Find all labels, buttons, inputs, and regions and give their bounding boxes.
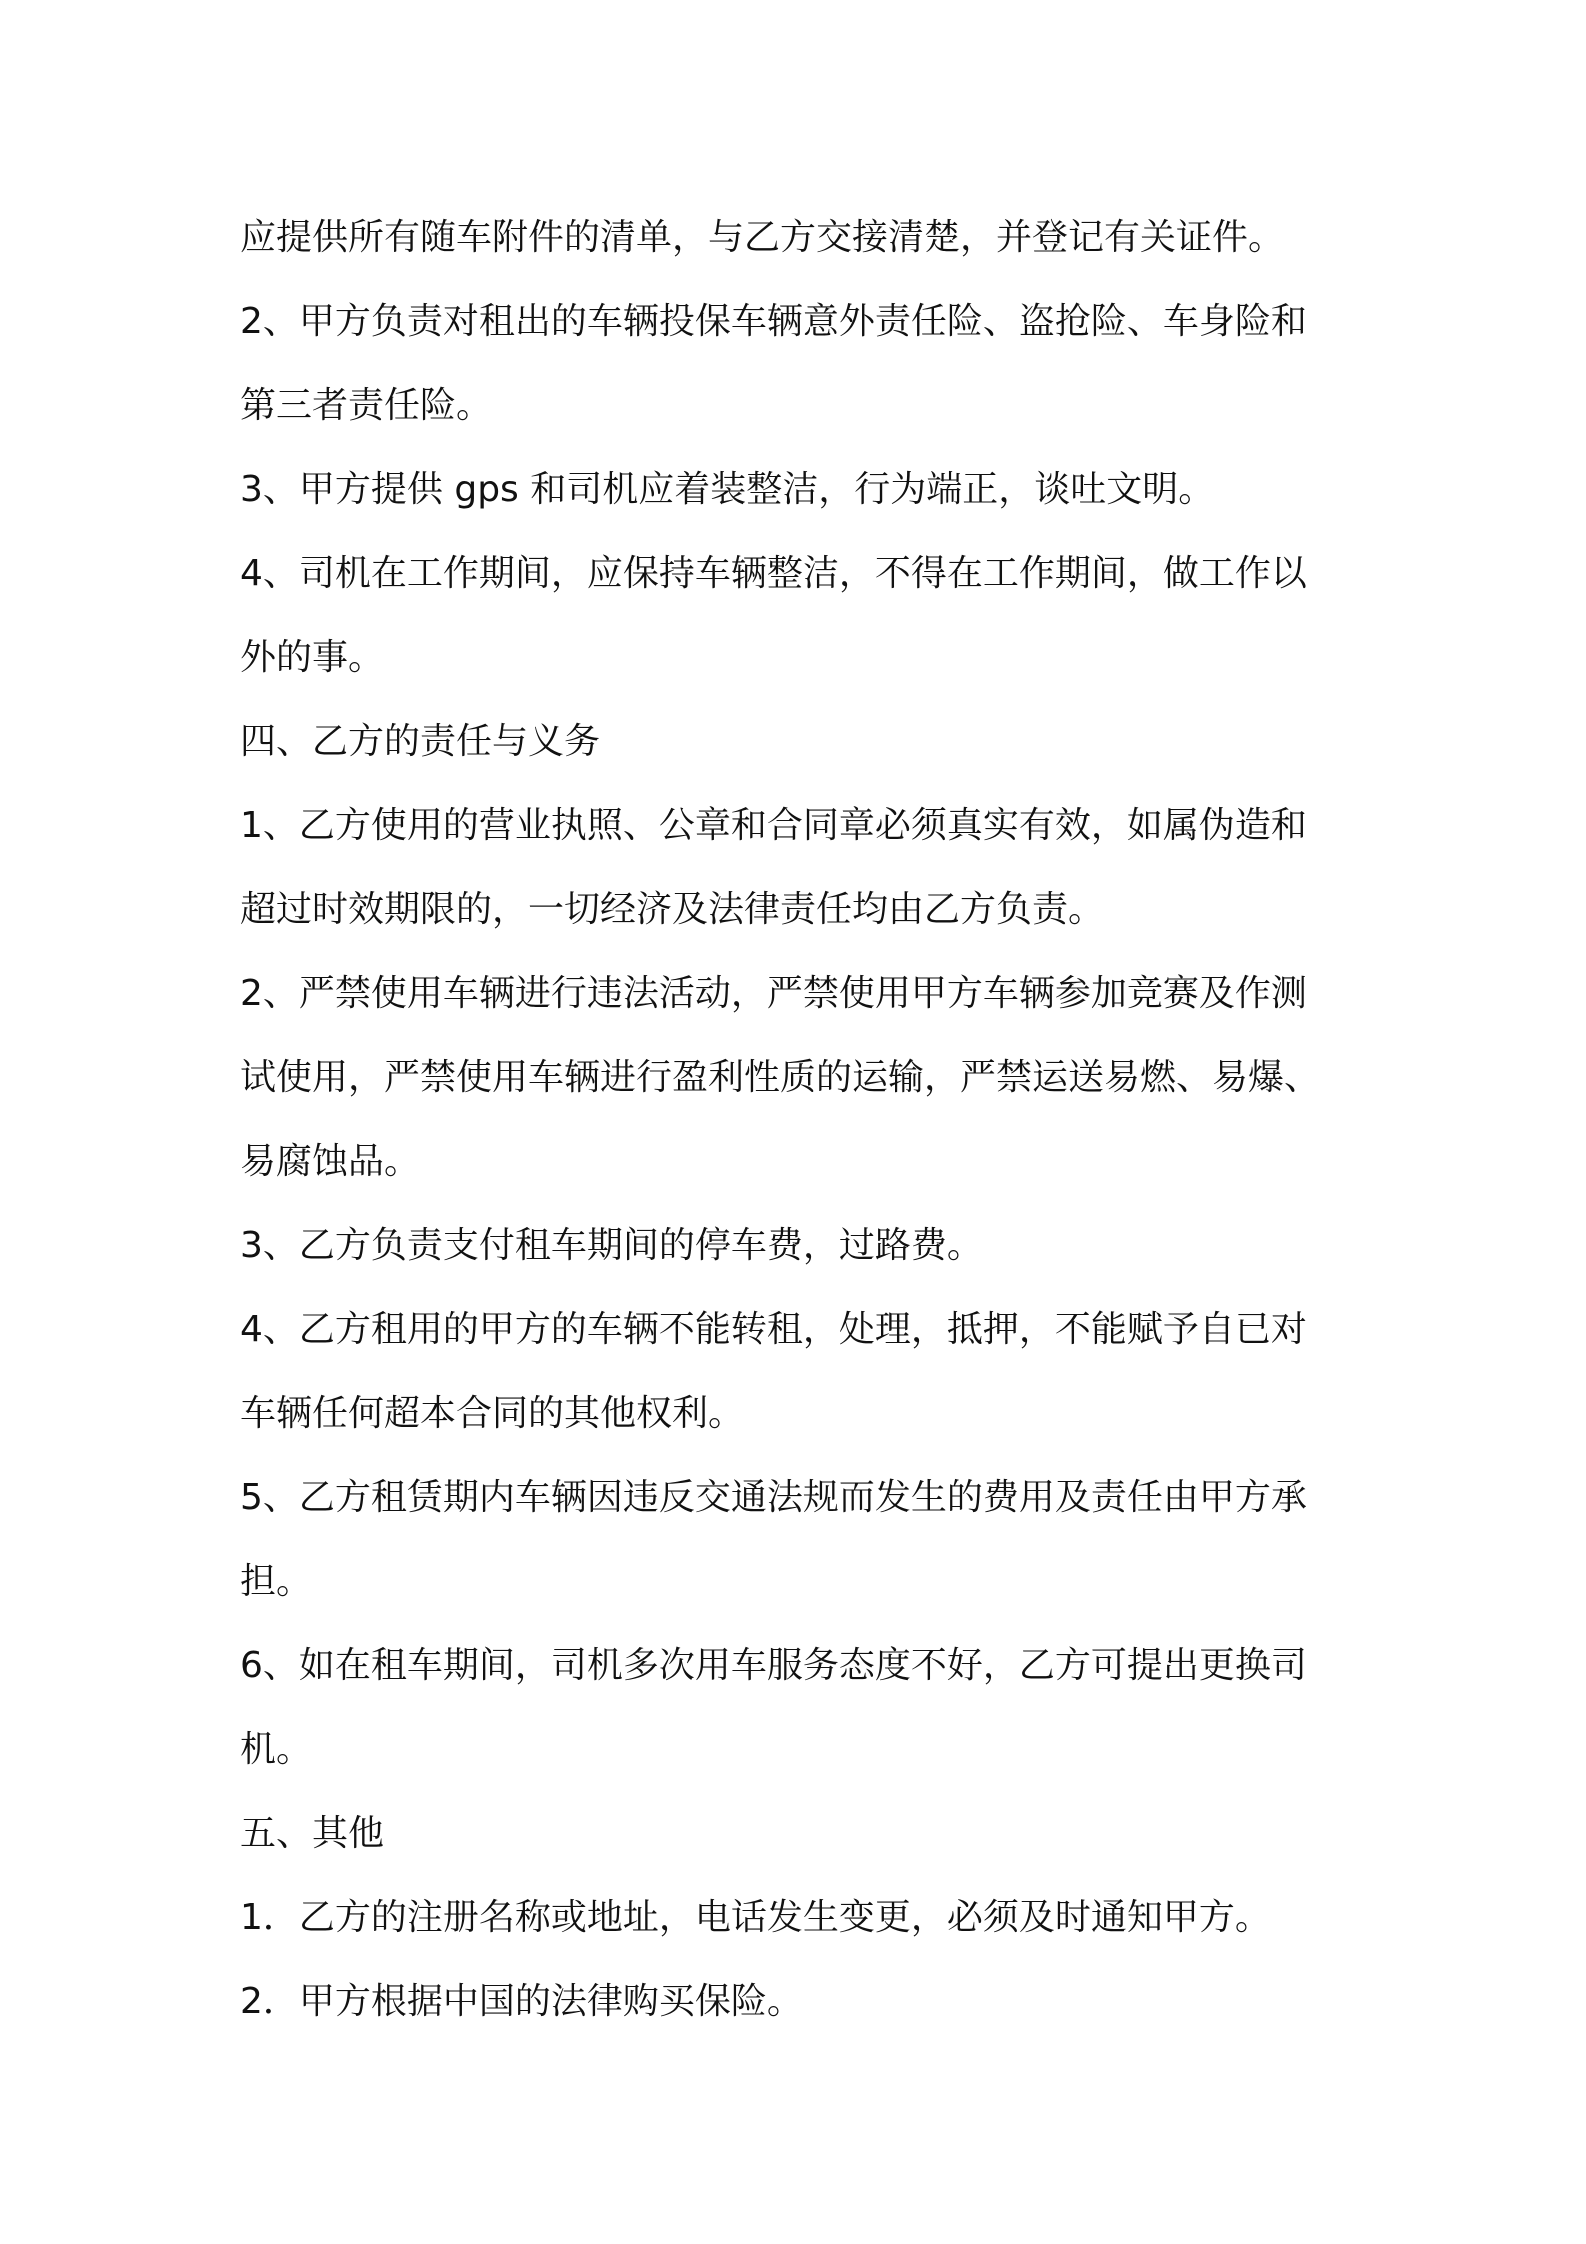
section-heading: 四、乙方的责任与义务 bbox=[240, 721, 601, 762]
text-line: 车辆任何超本合同的其他权利。 bbox=[240, 1393, 745, 1434]
text-line: 1．乙方的注册名称或地址，电话发生变更，必须及时通知甲方。 bbox=[240, 1897, 1271, 1938]
text-line: 应提供所有随车附件的清单，与乙方交接清楚，并登记有关证件。 bbox=[240, 217, 1285, 258]
text-line: 2、甲方负责对租出的车辆投保车辆意外责任险、盗抢险、车身险和 bbox=[240, 301, 1307, 342]
text-line: 试使用，严禁使用车辆进行盈利性质的运输，严禁运送易燃、易爆、 bbox=[240, 1057, 1321, 1098]
text-line: 机。 bbox=[240, 1729, 313, 1770]
section-heading: 五、其他 bbox=[240, 1813, 385, 1854]
text-line: 易腐蚀品。 bbox=[240, 1141, 421, 1182]
text-line: 1、乙方使用的营业执照、公章和合同章必须真实有效，如属伪造和 bbox=[240, 805, 1307, 846]
text-line: 第三者责任险。 bbox=[240, 385, 493, 426]
text-line: 4、乙方租用的甲方的车辆不能转租，处理，抵押，不能赋予自已对 bbox=[240, 1309, 1307, 1350]
text-line: 2、严禁使用车辆进行违法活动，严禁使用甲方车辆参加竞赛及作测 bbox=[240, 973, 1307, 1014]
text-line: 4、司机在工作期间，应保持车辆整洁，不得在工作期间，做工作以 bbox=[240, 553, 1307, 594]
text-line: 2．甲方根据中国的法律购买保险。 bbox=[240, 1981, 803, 2022]
text-line: 5、乙方租赁期内车辆因违反交通法规而发生的费用及责任由甲方承 bbox=[240, 1477, 1307, 1518]
text-line: 超过时效期限的，一切经济及法律责任均由乙方负责。 bbox=[240, 889, 1105, 930]
text-line: 6、如在租车期间，司机多次用车服务态度不好，乙方可提出更换司 bbox=[240, 1645, 1307, 1686]
text-line: 3、甲方提供 gps 和司机应着装整洁，行为端正，谈吐文明。 bbox=[240, 469, 1215, 510]
text-line: 3、乙方负责支付租车期间的停车费，过路费。 bbox=[240, 1225, 983, 1266]
text-line: 担。 bbox=[240, 1561, 313, 1602]
document-body bbox=[240, 196, 1356, 2044]
text-line: 外的事。 bbox=[240, 637, 385, 678]
